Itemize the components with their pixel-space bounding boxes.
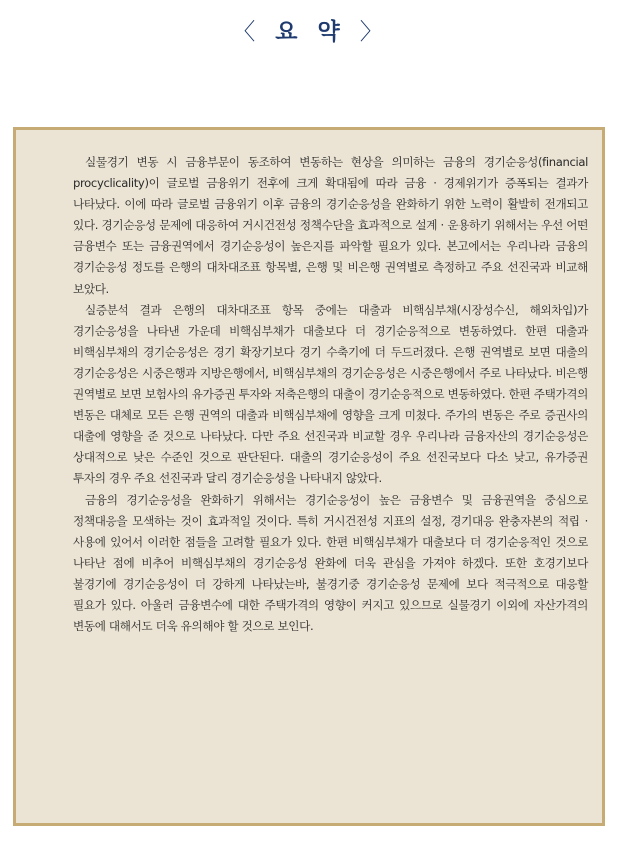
- title-left-bracket: 〈: [232, 19, 262, 45]
- summary-paragraph-1: 실물경기 변동 시 금융부문이 동조하여 변동하는 현상을 의미하는 금융의 경기순응성(financial procyclicality)이 글로벌 금융위기 전후에 크게 확대됨에 따라 금융 · 경제위기가 증폭되는 결과가 나타났다. 이에 따라 글로벌 금융위기 이후 금융의 경기순응성을 완화하기 위한 노력이 활발히 전개되고 있다. 경기순응성 문제에 대응하여 거시건전성 정책수단을 효과적으로 설계 · 운용하기 위해서는 우선 어떤 금융변수 또는 금융권역에서 경기순응성이 높은지를 파악할 필요가 있다. 본고에서는 우리나라 금융의 경기순응성 정도를 은행의 대차대조표 항목별, 은행 및 비은행 권역별로 측정하고 주요 선진국과 비교해 보았다.: [73, 155, 588, 296]
- summary-box: [13, 127, 605, 826]
- summary-paragraph-2: 실증분석 결과 은행의 대차대조표 항목 중에는 대출과 비핵심부채(시장성수신, 해외차입)가 경기순응성을 나타낸 가운데 비핵심부채가 대출보다 더 경기순응적으로 변동하였다. 한편 대출과 비핵심부채의 경기순응성은 경기 확장기보다 경기 수축기에 더 두드러졌다. 은행 권역별로 보면 대출의 경기순응성은 시중은행과 지방은행에서, 비핵심부채의 경기순응성은 시중은행에서 주로 나타났다. 비은행 권역별로 보면 보험사의 유가증권 투자와 저축은행의 대출이 경기순응적으로 변동하였다. 한편 주택가격의 변동은 대체로 모든 은행 권역의 대출과 비핵심부채에 영향을 크게 미쳤다. 주가의 변동은 주로 증권사의 대출에 영향을 준 것으로 나타났다. 다만 주요 선진국과 비교할 경우 우리나라 금융자산의 경기순응성은 상대적으로 낮은 수준인 것으로 판단된다. 대출의 경기순응성이 주요 선진국보다 다소 낮고, 유가증권 투자의 경우 주요 선진국과 달리 경기순응성을 나타내지 않았다.: [73, 302, 588, 486]
- summary-paragraph-3: 금융의 경기순응성을 완화하기 위해서는 경기순응성이 높은 금융변수 및 금융권역을 중심으로 정책대응을 모색하는 것이 효과적일 것이다. 특히 거시건전성 지표의 설정, 경기대응 완충자본의 적립 · 사용에 있어서 이러한 점들을 고려할 필요가 있다. 한편 비핵심부채가 대출보다 더 경기순응적인 것으로 나타난 점에 비추어 비핵심부채의 경기순응성 완화에 더욱 관심을 가져야 하겠다. 또한 호경기보다 불경기에 경기순응성이 더 강하게 나타났는바, 불경기중 경기순응성 문제에 보다 적극적으로 대응할 필요가 있다. 아울러 금융변수에 대한 주택가격의 영향이 커지고 있으므로 실물경기 이외에 자산가격의 변동에 대해서도 더욱 유의해야 할 것으로 보인다.: [73, 492, 588, 634]
- title-text: 요 약: [275, 19, 346, 45]
- page-title: [0, 16, 621, 48]
- title-right-bracket: 〉: [359, 19, 389, 45]
